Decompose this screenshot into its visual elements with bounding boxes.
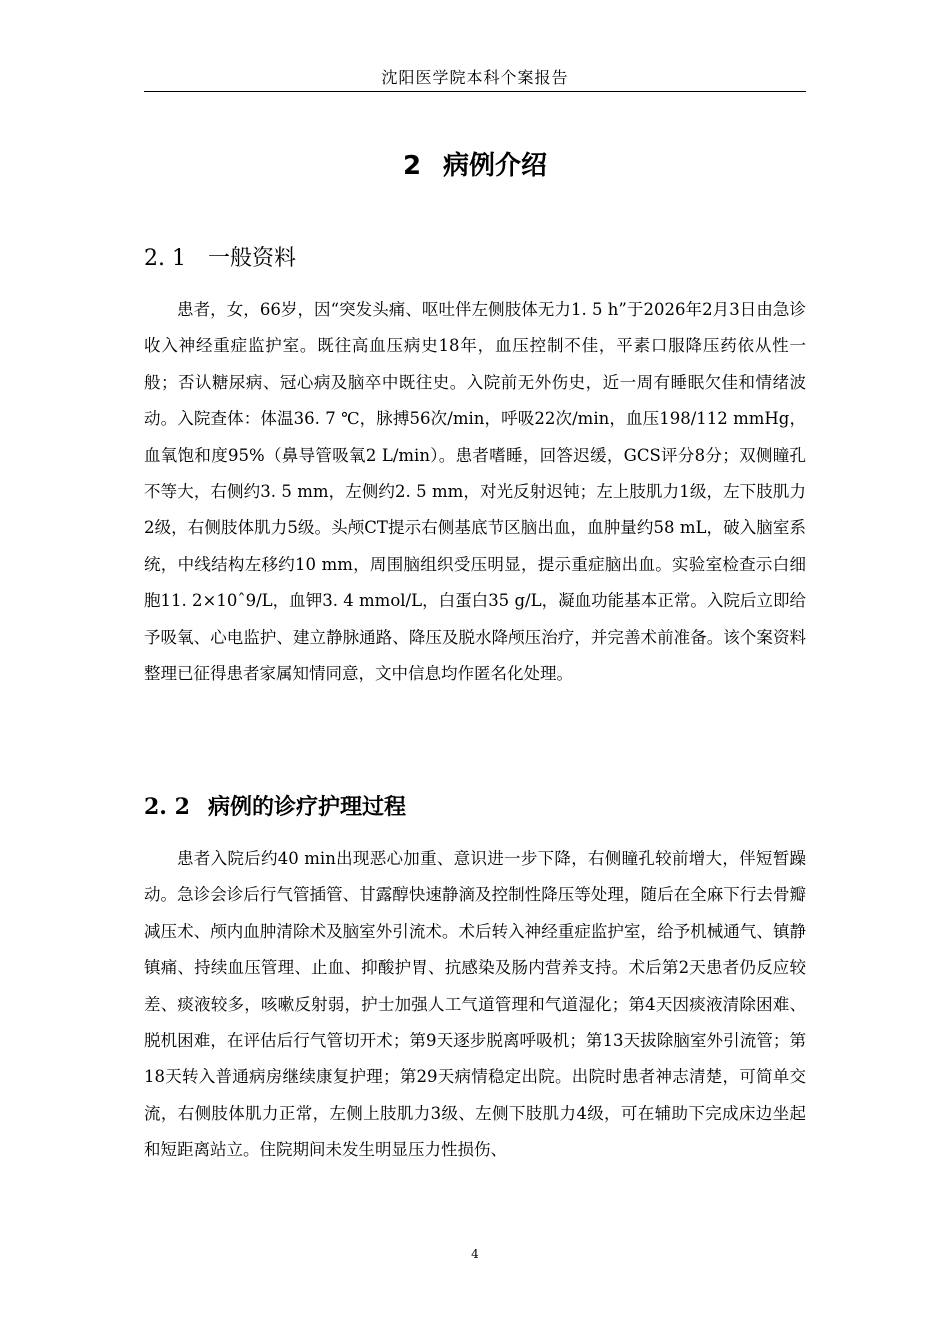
chapter-title: [144, 146, 806, 186]
section-title: 一般资料: [208, 246, 297, 271]
chapter-title-text: 病例介绍: [443, 151, 548, 181]
section-paragraph-treatment-process: 患者入院后约40 min出现恶心加重、意识进一步下降，右侧瞳孔较前增大，伴短暂躁动。急诊会诊后行气管插管、甘露醇快速静滴及控制性降压等处理，随后在全麻下行去骨瓣减压术、颅内血肿清除术及脑室外引流术。术后转入神经重症监护室，给予机械通气、镇静镇痛、持续血压管理、止血、抑酸护胃、抗感染及肠内营养支持。术后第2天患者仍反应较差、痰液较多，咳嗽反射弱，护士加强人工气道管理和气道湿化；第4天因痰液清除困难、脱机困难，在评估后行气管切开术；第9天逐步脱离呼吸机；第13天拔除脑室外引流管；第18天转入普通病房继续康复护理；第29天病情稳定出院。出院时患者神志清楚，可简单交流，右侧肢体肌力正常，左侧上肢肌力3级、左侧下肢肌力4级，可在辅助下完成床边坐起和短距离站立。住院期间未发生明显压力性损伤、: [144, 849, 806, 1160]
section-heading-2-2: [144, 792, 806, 823]
chapter-number: 2: [402, 151, 422, 181]
running-header: 沈阳医学院本科个案报告: [381, 68, 569, 87]
page-number: 4: [471, 1247, 479, 1261]
header-rule: [144, 91, 806, 92]
section-paragraph-general-info: 患者，女，66岁，因“突发头痛、呕吐伴左侧肢体无力1. 5 h”于2026年2月3日由急诊收入神经重症监护室。既往高血压病史18年，血压控制不佳，平素口服降压药依从性一般；否认糖尿病、冠心病及脑卒中既往史。入院前无外伤史，近一周有睡眠欠佳和情绪波动。入院查体：体温36. 7 ℃，脉搏56次/min，呼吸22次/min，血压198/112 mmHg，血氧饱和度95%（鼻导管吸氧2 L/min）。患者嗜睡，回答迟缓，GCS评分8分；双侧瞳孔不等大，右侧约3. 5 mm，左侧约2. 5 mm，对光反射迟钝；左上肢肌力1级，左下肢肌力2级，右侧肢体肌力5级。头颅CT提示右侧基底节区脑出血，血肿量约58 mL，破入脑室系统，中线结构左移约10 mm，周围脑组织受压明显，提示重症脑出血。实验室检查示白细胞11. 2×10ˆ9/L，血钾3. 4 mmol/L，白蛋白35 g/L，凝血功能基本正常。入院后立即给予吸氧、心电监护、建立静脉通路、降压及脱水降颅压治疗，并完善术前准备。该个案资料整理已征得患者家属知情同意，文中信息均作匿名化处理。: [144, 300, 806, 684]
section-heading-2-1: [144, 244, 806, 274]
section-number: 2. 1: [144, 246, 186, 271]
section-title: 病例的诊疗护理过程: [208, 795, 407, 820]
section-number: 2. 2: [144, 794, 190, 820]
